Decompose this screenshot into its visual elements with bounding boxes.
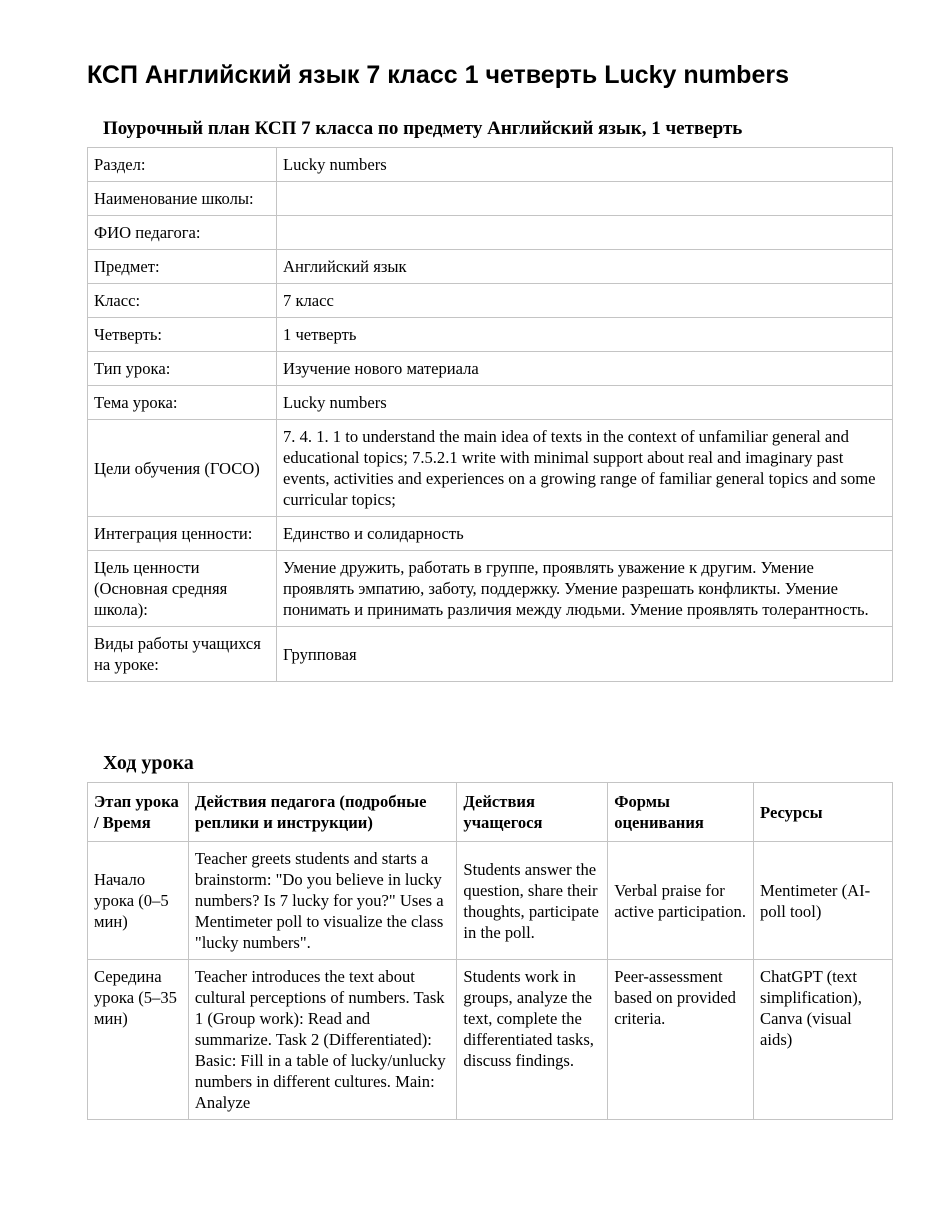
- teacher-actions-cell: Teacher introduces the text about cultural perceptions of numbers. Task 1 (Group work): Read and summarize. Task 2 (Differentiated): Basic: Fill in a table of lucky/unlucky numbers in different cultures. Main: Analyze: [188, 960, 456, 1120]
- lesson-info-table: [87, 147, 893, 682]
- info-label: Четверть:: [88, 318, 277, 352]
- info-value: 7. 4. 1. 1 to understand the main idea of texts in the context of unfamiliar general and educational topics; 7.5.2.1 write with minimal support about real and imaginary past events, activities and experiences on a growing range of familiar general topics and some curricular topics;: [277, 420, 893, 517]
- info-label: Тема урока:: [88, 386, 277, 420]
- info-value: Групповая: [277, 627, 893, 682]
- column-header: Формы оценивания: [608, 783, 754, 842]
- info-label: Цели обучения (ГОСО): [88, 420, 277, 517]
- table-row: [88, 386, 893, 420]
- info-value: [277, 182, 893, 216]
- info-value: Изучение нового материала: [277, 352, 893, 386]
- info-value: Английский язык: [277, 250, 893, 284]
- info-label: Раздел:: [88, 148, 277, 182]
- plan-subtitle: Поурочный план КСП 7 класса по предмету Английский язык, 1 четверть: [103, 118, 743, 139]
- info-label: Интеграция ценности:: [88, 517, 277, 551]
- column-header: Этап урока / Время: [88, 783, 189, 842]
- info-value: [277, 216, 893, 250]
- student-actions-cell: Students work in groups, analyze the text, complete the differentiated tasks, discuss findings.: [457, 960, 608, 1120]
- table-row: [88, 216, 893, 250]
- info-label: Наименование школы:: [88, 182, 277, 216]
- table-header-row: [88, 783, 893, 842]
- table-row: [88, 284, 893, 318]
- table-row: [88, 182, 893, 216]
- info-label: Предмет:: [88, 250, 277, 284]
- info-label: ФИО педагога:: [88, 216, 277, 250]
- student-actions-cell: Students answer the question, share their thoughts, participate in the poll.: [457, 842, 608, 960]
- info-value: 7 класс: [277, 284, 893, 318]
- assessment-cell: Peer-assessment based on provided criteria.: [608, 960, 754, 1120]
- table-row: [88, 250, 893, 284]
- table-row: [88, 420, 893, 517]
- column-header: Действия педагога (подробные реплики и инструкции): [188, 783, 456, 842]
- lesson-progress-title: Ход урока: [103, 752, 194, 774]
- document-title: КСП Английский язык 7 класс 1 четверть Lucky numbers: [87, 61, 789, 89]
- table-row: [88, 627, 893, 682]
- teacher-actions-cell: Teacher greets students and starts a brainstorm: "Do you believe in lucky numbers? Is 7 lucky for you?" Uses a Mentimeter poll to visualize the class "lucky numbers".: [188, 842, 456, 960]
- resources-cell: Mentimeter (AI-poll tool): [754, 842, 893, 960]
- info-value: Единство и солидарность: [277, 517, 893, 551]
- info-label: Виды работы учащихся на уроке:: [88, 627, 277, 682]
- info-value: Lucky numbers: [277, 386, 893, 420]
- table-row: [88, 517, 893, 551]
- info-label: Класс:: [88, 284, 277, 318]
- info-value: 1 четверть: [277, 318, 893, 352]
- column-header: Ресурсы: [754, 783, 893, 842]
- column-header: Действия учащегося: [457, 783, 608, 842]
- table-row: [88, 318, 893, 352]
- stage-cell: Начало урока (0–5 мин): [88, 842, 189, 960]
- table-row: [88, 352, 893, 386]
- assessment-cell: Verbal praise for active participation.: [608, 842, 754, 960]
- lesson-progress-table: [87, 782, 893, 1120]
- table-row: [88, 551, 893, 627]
- info-label: Тип урока:: [88, 352, 277, 386]
- table-row: [88, 960, 893, 1120]
- info-label: Цель ценности (Основная средняя школа):: [88, 551, 277, 627]
- table-row: [88, 148, 893, 182]
- resources-cell: ChatGPT (text simplification), Canva (visual aids): [754, 960, 893, 1120]
- info-value: Lucky numbers: [277, 148, 893, 182]
- stage-cell: Середина урока (5–35 мин): [88, 960, 189, 1120]
- table-row: [88, 842, 893, 960]
- info-value: Умение дружить, работать в группе, проявлять уважение к другим. Умение проявлять эмпатию, заботу, поддержку. Умение разрешать конфликты. Умение понимать и принимать различия между людьми. Умение проявлять толерантность.: [277, 551, 893, 627]
